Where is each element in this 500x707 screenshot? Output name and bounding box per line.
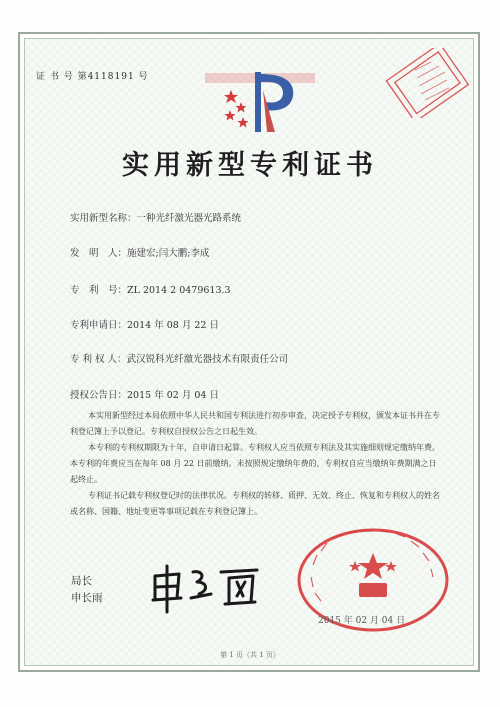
patent-number-label: 专 利 号： [70,285,128,296]
body-paragraph-2: 本专利的专利权期限为十年，自申请日起算。专利权人应当依照专利法及其实施细则规定缴纳年费。本专利的年费应当在每年 08 月 22 日前缴纳。未按照规定缴纳年费的，专利权自应当缴纳年费期满之日起终止。 [70,443,440,484]
patentee-label: 专 利 权 人： [70,354,127,365]
filing-date-label: 专利申请日： [70,320,128,331]
patentee-value: 武汉锐科光纤激光器技术有限责任公司 [126,354,289,365]
certificate-number: 证 书 号 第4118191 号 [36,72,149,82]
handwritten-signature [145,558,265,616]
certificate-body [70,408,440,520]
inventor-value: 施建宏;闫大鹏;李成 [127,248,210,259]
director-name: 申长雨 [71,592,103,604]
sipo-emblem-logo [217,62,307,137]
utility-model-name-row [70,210,241,224]
inventor-row [70,245,209,259]
grant-date-row [70,387,219,401]
utility-model-name-value: 一种光纤激光器光路系统 [136,213,242,224]
filing-date-row [70,317,219,331]
seal-date: 2015 年 02 月 04 日 [318,616,406,626]
patentee-row [70,351,288,365]
authorization-stamp [385,48,470,118]
grant-date-label: 授权公告日： [70,390,128,401]
grant-date-value: 2015 年 02 月 04 日 [127,390,219,401]
body-paragraph-1: 本实用新型经过本局依照中华人民共和国专利法进行初步审查，决定授予专利权，颁发本证书并在专利登记簿上予以登记。专利权自授权公告之日起生效。 [70,411,440,436]
director-title: 局长 [71,575,92,587]
document-title: 实用新型专利证书 [122,150,378,181]
filing-date-value: 2014 年 08 月 22 日 [127,320,219,331]
page-footer: 第 1 页（共 1 页） [220,651,280,659]
utility-model-name-label: 实用新型名称： [70,213,137,224]
patent-number-row [70,282,231,296]
body-paragraph-3: 专利证书记载专利权登记时的法律状况。专利权的转移、质押、无效、终止、恢复和专利权人的姓名或名称、国籍、地址变更等事项记载在专利登记簿上。 [70,491,440,516]
patent-number-value: ZL 2014 2 0479613.3 [127,285,231,296]
inventor-label: 发 明 人： [70,248,128,259]
